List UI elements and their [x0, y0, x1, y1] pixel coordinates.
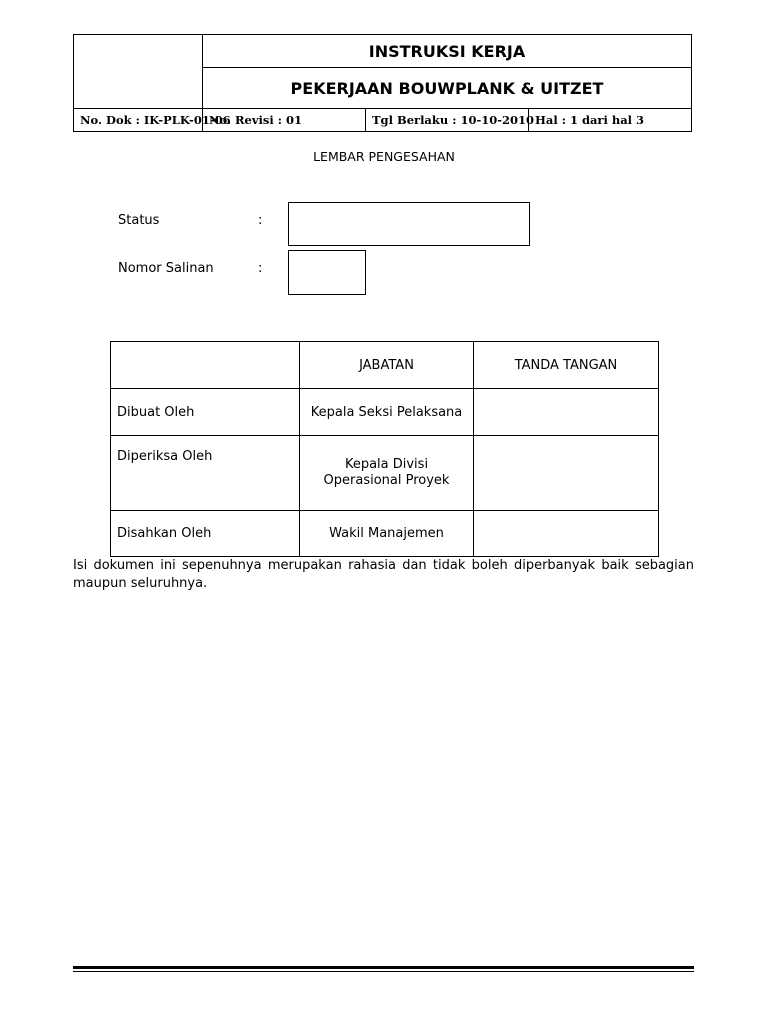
doc-number: No. Dok : IK-PLK-01-06	[74, 109, 203, 132]
role-cell: Dibuat Oleh	[111, 389, 300, 436]
position-line: Kepala Divisi	[344, 457, 429, 472]
page-number: Hal : 1 dari hal 3	[529, 109, 692, 132]
copy-number-colon: :	[258, 261, 263, 276]
effective-date: Tgl Berlaku : 10-10-2010	[366, 109, 529, 132]
table-row	[111, 511, 659, 557]
header-signature: TANDA TANGAN	[474, 342, 659, 389]
signature-cell	[474, 436, 659, 511]
position-cell	[300, 436, 474, 511]
table-row	[111, 389, 659, 436]
approval-table	[110, 341, 659, 557]
signature-cell	[474, 389, 659, 436]
logo-area	[74, 35, 203, 109]
status-label: Status	[118, 213, 160, 228]
status-box	[288, 202, 530, 246]
header-position: JABATAN	[300, 342, 474, 389]
signature-cell	[474, 511, 659, 557]
header-blank	[111, 342, 300, 389]
confidentiality-notice: Isi dokumen ini sepenuhnya merupakan rahasia dan tidak boleh diperbanyak baik sebagian maupun seluruhnya.	[73, 558, 694, 591]
position-line: Operasional Proyek	[323, 473, 450, 488]
role-cell: Diperiksa Oleh	[111, 436, 300, 511]
copy-number-box	[288, 250, 366, 295]
table-header-row	[111, 342, 659, 389]
footer-rule-thin	[73, 971, 694, 972]
revision-number: No. Revisi : 01	[203, 109, 366, 132]
position-cell: Wakil Manajemen	[300, 511, 474, 557]
table-row	[111, 436, 659, 511]
document-title: INSTRUKSI KERJA	[203, 35, 692, 68]
status-colon: :	[258, 213, 263, 228]
page-heading: LEMBAR PENGESAHAN	[313, 149, 455, 164]
document-subtitle: PEKERJAAN BOUWPLANK & UITZET	[203, 68, 692, 109]
role-cell: Disahkan Oleh	[111, 511, 300, 557]
copy-number-label: Nomor Salinan	[118, 261, 214, 276]
footer-rule	[73, 966, 694, 969]
document-header	[73, 34, 692, 132]
position-cell: Kepala Seksi Pelaksana	[300, 389, 474, 436]
